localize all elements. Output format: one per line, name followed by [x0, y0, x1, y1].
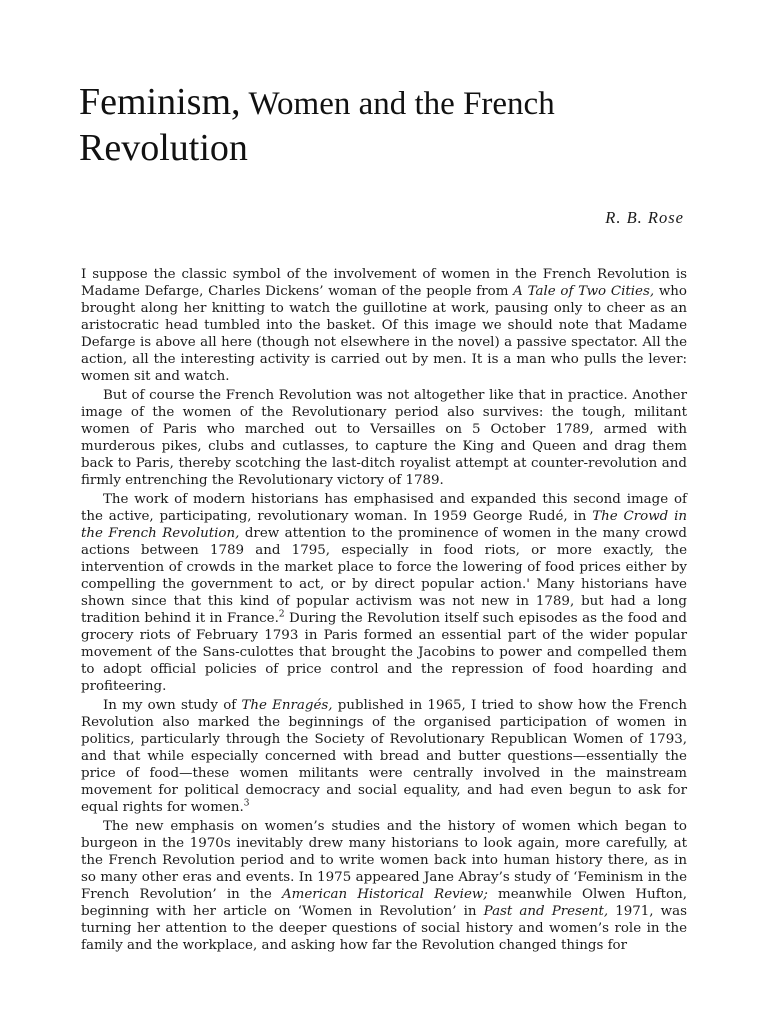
- article-body: [81, 266, 687, 956]
- journal-title: American Historical Review;: [281, 887, 488, 902]
- book-title: The Crowd in the French Revolution,: [81, 509, 687, 541]
- paragraph-4: In my own study of The Enragés, published in 1965, I tried to show how the French Revolution also marked the beginnings of the organised participation of women in politics, particularly through the Society of Revolutionary Republican Women of 1793, and that while especially concerned with bread and butter questions—essentially the price of food—these women militants were centrally involved in the mainstream movement for political democracy and social equality, and had even begun to ask for equal rights for women.$^3$: [81, 698, 688, 815]
- title-second-line: Revolution: [79, 127, 248, 169]
- footnote-marker: 3: [243, 798, 250, 809]
- journal-title: Past and Present,: [483, 904, 609, 919]
- author-byline: R. B. Rose: [605, 208, 684, 227]
- title-continuation: Women and the French: [248, 86, 555, 122]
- document-title: [79, 80, 699, 171]
- paragraph-1: I suppose the classic symbol of the involvement of women in the French Revolution is Madame Defarge, Charles Dickens’ woman of the people from A Tale of Two Cities, who brought along her knitting to watch the guillotine at work, pausing only to cheer as an aristocratic head tumbled into the basket. Of this image we should note that Madame Defarge is above all here (though not elsewhere in the novel) a passive spectator. All the action, all the interesting activity is carried out by men. It is a man who pulls the lever: women sit and watch.: [81, 267, 687, 384]
- paragraph-2: But of course the French Revolution was not altogether like that in practice. Another image of the women of the Revolutionary period also survives: the tough, militant women of Paris who marched out to Versailles on 5 October 1789, armed with murderous pikes, clubs and cutlasses, to capture the King and Queen and drag them back to Paris, thereby scotching the last-ditch royalist attempt at counter-revolution and firmly entrenching the Revolutionary victory of 1789.: [81, 388, 687, 488]
- book-title: A Tale of Two Cities,: [513, 284, 655, 299]
- paragraph-5: The new emphasis on women’s studies and the history of women which began to burgeon in the 1970s inevitably drew many historians to look again, more carefully, at the French Revolution period and to write women back into human history there, as in so many other eras and events. In 1975 appeared Jane Abray’s study of ‘Feminism in the French Revolution’ in the American Historical Review; meanwhile Olwen Hufton, beginning with her article on ‘Women in Revolution’ in Past and Present, 1971, was turning her attention to the deeper questions of social history and women’s role in the family and the workplace, and asking how far the Revolution changed things for: [81, 819, 687, 953]
- paragraph-3: The work of modern historians has emphasised and expanded this second image of the active, participating, revolutionary woman. In 1959 George Rudé, in The Crowd in the French Revolution, drew attention to the prominence of women in the many crowd actions between 1789 and 1795, especially in food riots, or more exactly, the intervention of crowds in the market place to force the lowering of food prices either by compelling the government to act, or by direct popular action.' Many historians have shown since that this kind of popular activism was not new in 1789, but had a long tradition behind it in France.$^2$ During the Revolution itself such episodes as the food and grocery riots of February 1793 in Paris formed an essential part of the wider popular movement of the Sans-culottes that brought the Jacobins to power and compelled them to adopt official policies of price control and the repression of food hoarding and profiteering.: [81, 492, 687, 694]
- title-first-word: Feminism,: [79, 81, 241, 123]
- footnote-marker: 2: [278, 609, 285, 620]
- book-title: The Enragés,: [241, 698, 333, 713]
